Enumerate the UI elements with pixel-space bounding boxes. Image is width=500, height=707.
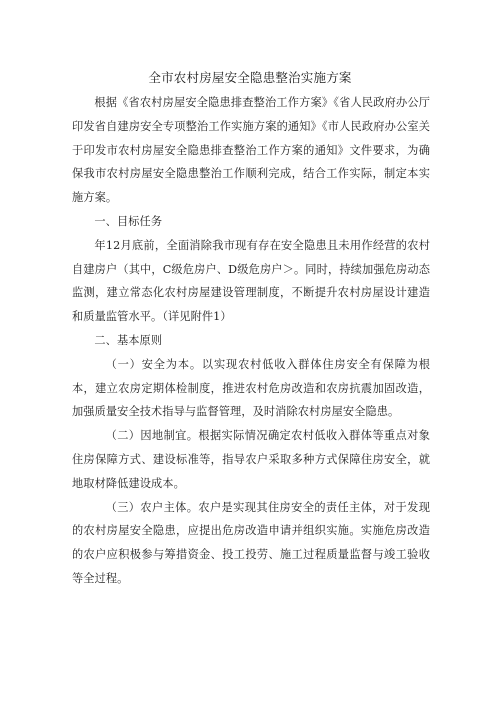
intro-paragraph: 根据《省农村房屋安全隐患排查整治工作方案》《省人民政府办公厅印发省自建房安全专项整治工作实施方案的通知》《市人民政府办公室关于印发市农村房屋安全隐患排查整治工作方案的通知》文件要求，为确保我市农村房屋安全隐患整治工作顺利完成，结合工作实际，制定本实施方案。 xyxy=(72,96,430,205)
principle-local-paragraph: （二）因地制宜。根据实际情况确定农村低收入群体等重点对象住房保障方式、建设标准等，指导农户采取多种方式保障住房安全，就地取材降低建设成本。 xyxy=(72,429,430,490)
goals-paragraph: 年12月底前，全面消除我市现有存在安全隐患且未用作经营的农村自建房户（其中，C级危房户、D级危房户＞。同时，持续加强危房动态监测，建立常态化农村房屋建设管理制度，不断提升农村房屋设计建造和质量监管水平。（详见附件1） xyxy=(72,238,430,324)
section-heading-goals: 一、目标任务 xyxy=(94,214,163,228)
principle-safety-paragraph: （一）安全为本。以实现农村低收入群体住房安全有保障为根本，建立农房定期体检制度，推进农村危房改造和农房抗震加固改造，加强质量安全技术指导与监督管理，及时消除农村房屋安全隐患。 xyxy=(72,357,430,419)
document-body xyxy=(72,91,430,591)
principle-farmer-paragraph: （三）农户主体。农户是实现其住房安全的责任主体，对于发现的农村房屋安全隐患，应提出危房改造申请并组织实施。实施危房改造的农户应积极参与筹措资金、投工投劳、施工过程质量监督与竣工验收等全过程。 xyxy=(72,500,430,585)
section-heading-principles: 二、基本原则 xyxy=(94,333,163,347)
document-title: 全市农村房屋安全隐患整治实施方案 xyxy=(148,70,352,85)
